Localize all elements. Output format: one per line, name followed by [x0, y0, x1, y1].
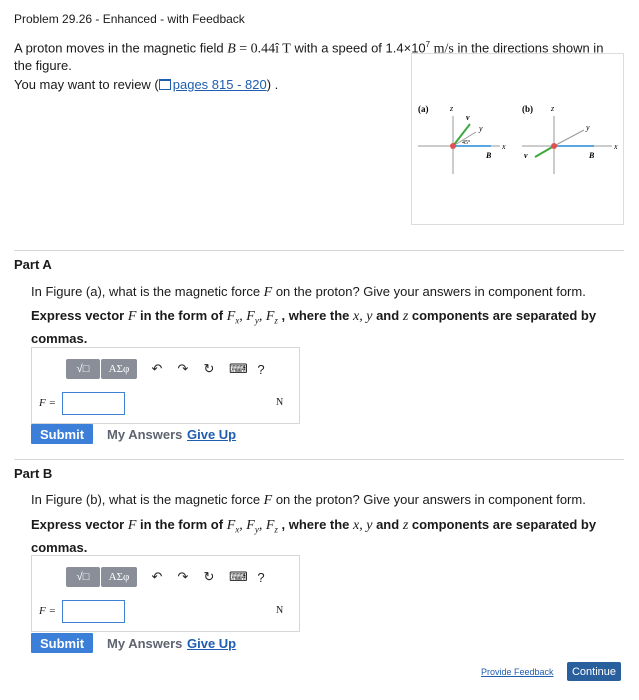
part-b-title: Part B — [14, 466, 53, 481]
part-a-answer-input[interactable] — [62, 392, 125, 415]
help-icon[interactable]: ? — [257, 569, 265, 585]
part-b-input-label: F = — [39, 605, 56, 617]
templates-button[interactable]: √□ — [66, 567, 100, 587]
figure-box — [411, 53, 624, 225]
symbols-button[interactable]: ΑΣφ — [101, 567, 137, 587]
keyboard-icon[interactable]: ⌨ — [229, 361, 248, 376]
part-a-answer-box — [31, 347, 300, 424]
problem-title: Problem 29.26 - Enhanced - with Feedback — [14, 12, 245, 26]
fig-a-angle: 45° — [462, 140, 471, 146]
part-b-instructions: Express vector F in the form of $F_x$, $F_y$, $F_z$ , where the x, y and z components are separated by commas. — [31, 517, 597, 555]
templates-button[interactable]: √□ — [66, 359, 100, 379]
symbols-button[interactable]: ΑΣφ — [101, 359, 137, 379]
part-a-input-label: F = — [39, 397, 56, 409]
question-text: A proton moves in the magnetic field B = 0.44î T with a speed of $1.4\times 10^7$ m/s in the directions shown in the figure. — [14, 40, 604, 74]
fig-b-x-label: x — [614, 142, 618, 151]
part-b-unit: N — [276, 605, 284, 616]
figure-diagram — [412, 54, 623, 224]
part-a-question: In Figure (a), what is the magnetic force F on the proton? Give your answers in component form. — [31, 284, 586, 300]
continue-button[interactable]: Continue — [567, 662, 621, 681]
fig-b-z-label: z — [551, 104, 555, 113]
fig-a-label: (a) — [418, 104, 429, 114]
fig-b-v-vector — [535, 146, 554, 157]
fig-a-proton — [450, 143, 456, 149]
part-a-give-up-link[interactable]: Give Up — [187, 427, 237, 442]
part-b-answer-box — [31, 555, 300, 632]
divider — [14, 250, 624, 251]
part-a-submit-button[interactable]: Submit — [31, 424, 93, 444]
divider — [14, 459, 624, 460]
fig-a-y-label: y — [479, 124, 483, 133]
part-a-math-toolbar — [66, 359, 267, 379]
part-b-submit-button[interactable]: Submit — [31, 633, 93, 653]
provide-feedback-link[interactable]: Provide Feedback — [481, 667, 554, 677]
reset-icon[interactable]: ↻ — [203, 569, 215, 584]
fig-a-z-label: z — [450, 104, 454, 113]
part-b-give-up-link[interactable]: Give Up — [187, 636, 237, 651]
fig-b-y-axis — [554, 130, 584, 146]
part-a-instructions: Express vector F in the form of $F_x$, $F_y$, $F_z$ , where the x, y and z components are separated by commas. — [31, 308, 597, 346]
reset-icon[interactable]: ↻ — [203, 361, 215, 376]
part-b-my-answers[interactable]: My Answers — [107, 636, 183, 651]
keyboard-icon[interactable]: ⌨ — [229, 569, 248, 584]
book-icon — [159, 79, 171, 90]
redo-icon[interactable]: ↷ — [177, 569, 189, 584]
part-a-my-answers[interactable]: My Answers — [107, 427, 183, 442]
help-icon[interactable]: ? — [257, 361, 265, 377]
fig-b-b-label: B — [589, 151, 595, 160]
part-a-title: Part A — [14, 257, 52, 272]
review-pages-link[interactable]: pages 815 - 820 — [172, 77, 267, 92]
fig-b-v-label: v — [524, 151, 528, 160]
part-b-question: In Figure (b), what is the magnetic force F on the proton? Give your answers in component form. — [31, 492, 586, 508]
fig-a-v-label: v — [466, 113, 470, 122]
fig-a-b-label: B — [486, 151, 492, 160]
part-a-unit: N — [276, 397, 284, 408]
fig-a-x-label: x — [502, 142, 506, 151]
part-b-math-toolbar — [66, 567, 267, 587]
undo-icon[interactable]: ↶ — [151, 569, 163, 584]
part-b-answer-input[interactable] — [62, 600, 125, 623]
review-text: You may want to review ( pages 815 - 820) . — [14, 77, 279, 92]
undo-icon[interactable]: ↶ — [151, 361, 163, 376]
fig-b-label: (b) — [522, 104, 533, 114]
fig-b-proton — [551, 143, 557, 149]
fig-b-y-label: y — [586, 123, 590, 132]
redo-icon[interactable]: ↷ — [177, 361, 189, 376]
